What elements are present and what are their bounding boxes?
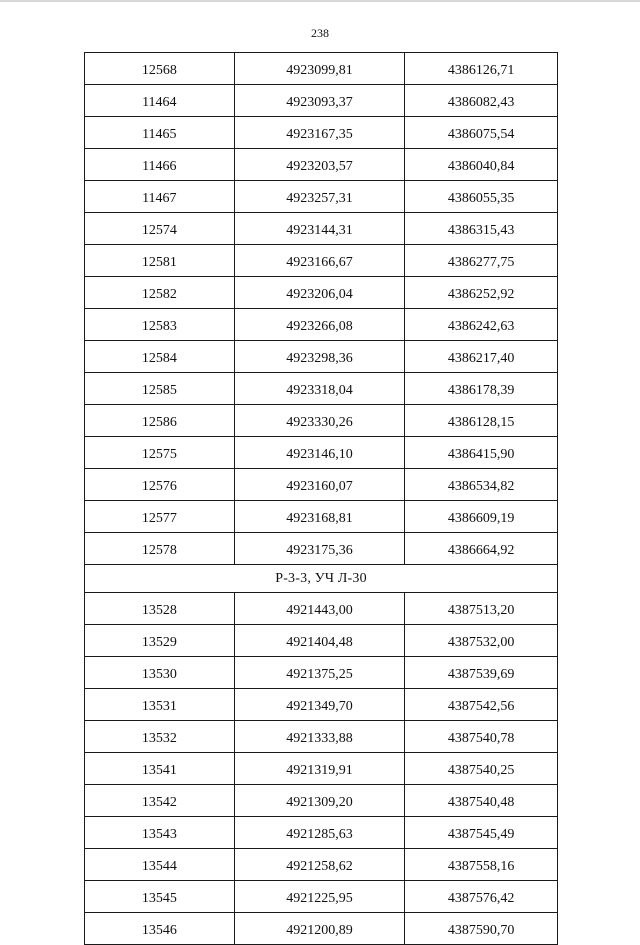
x-coordinate-cell: 4923093,37	[234, 85, 405, 117]
y-coordinate-cell: 4386055,35	[405, 181, 558, 213]
y-coordinate-cell: 4387590,70	[405, 913, 558, 945]
table-row	[85, 501, 558, 533]
point-number-cell: 13532	[85, 721, 235, 753]
table-row	[85, 817, 558, 849]
y-coordinate-cell: 4386415,90	[405, 437, 558, 469]
x-coordinate-cell: 4923206,04	[234, 277, 405, 309]
coordinates-table	[84, 52, 558, 945]
x-coordinate-cell: 4921349,70	[234, 689, 405, 721]
table-row	[85, 657, 558, 689]
y-coordinate-cell: 4387542,56	[405, 689, 558, 721]
table-row	[85, 309, 558, 341]
point-number-cell: 13543	[85, 817, 235, 849]
y-coordinate-cell: 4386315,43	[405, 213, 558, 245]
table-row	[85, 245, 558, 277]
y-coordinate-cell: 4386178,39	[405, 373, 558, 405]
table-row	[85, 753, 558, 785]
table-row	[85, 53, 558, 85]
x-coordinate-cell: 4921443,00	[234, 593, 405, 625]
table-row	[85, 149, 558, 181]
y-coordinate-cell: 4386664,92	[405, 533, 558, 565]
y-coordinate-cell: 4386277,75	[405, 245, 558, 277]
point-number-cell: 12585	[85, 373, 235, 405]
y-coordinate-cell: 4387540,25	[405, 753, 558, 785]
y-coordinate-cell: 4386252,92	[405, 277, 558, 309]
x-coordinate-cell: 4923330,26	[234, 405, 405, 437]
point-number-cell: 12575	[85, 437, 235, 469]
x-coordinate-cell: 4923099,81	[234, 53, 405, 85]
point-number-cell: 11467	[85, 181, 235, 213]
table-row	[85, 533, 558, 565]
point-number-cell: 12581	[85, 245, 235, 277]
point-number-cell: 12586	[85, 405, 235, 437]
x-coordinate-cell: 4923146,10	[234, 437, 405, 469]
y-coordinate-cell: 4386126,71	[405, 53, 558, 85]
y-coordinate-cell: 4386128,15	[405, 405, 558, 437]
table-row	[85, 593, 558, 625]
x-coordinate-cell: 4923166,67	[234, 245, 405, 277]
point-number-cell: 13531	[85, 689, 235, 721]
table-row	[85, 625, 558, 657]
point-number-cell: 13529	[85, 625, 235, 657]
point-number-cell: 12577	[85, 501, 235, 533]
coordinates-table-body	[85, 53, 558, 945]
table-row	[85, 181, 558, 213]
x-coordinate-cell: 4921404,48	[234, 625, 405, 657]
y-coordinate-cell: 4386040,84	[405, 149, 558, 181]
table-row	[85, 913, 558, 945]
x-coordinate-cell: 4923318,04	[234, 373, 405, 405]
point-number-cell: 13541	[85, 753, 235, 785]
table-row	[85, 277, 558, 309]
point-number-cell: 11465	[85, 117, 235, 149]
table-row	[85, 437, 558, 469]
y-coordinate-cell: 4387532,00	[405, 625, 558, 657]
point-number-cell: 12578	[85, 533, 235, 565]
point-number-cell: 11466	[85, 149, 235, 181]
point-number-cell: 12583	[85, 309, 235, 341]
point-number-cell: 12576	[85, 469, 235, 501]
point-number-cell: 13530	[85, 657, 235, 689]
y-coordinate-cell: 4386242,63	[405, 309, 558, 341]
x-coordinate-cell: 4923144,31	[234, 213, 405, 245]
y-coordinate-cell: 4386609,19	[405, 501, 558, 533]
table-row	[85, 341, 558, 373]
table-row	[85, 689, 558, 721]
x-coordinate-cell: 4923175,36	[234, 533, 405, 565]
y-coordinate-cell: 4387513,20	[405, 593, 558, 625]
table-row	[85, 785, 558, 817]
table-row	[85, 117, 558, 149]
x-coordinate-cell: 4921225,95	[234, 881, 405, 913]
x-coordinate-cell: 4923168,81	[234, 501, 405, 533]
y-coordinate-cell: 4386534,82	[405, 469, 558, 501]
table-row	[85, 881, 558, 913]
table-row	[85, 849, 558, 881]
x-coordinate-cell: 4923203,57	[234, 149, 405, 181]
point-number-cell: 11464	[85, 85, 235, 117]
table-row	[85, 213, 558, 245]
point-number-cell: 13544	[85, 849, 235, 881]
x-coordinate-cell: 4921200,89	[234, 913, 405, 945]
scan-top-edge	[0, 0, 640, 2]
x-coordinate-cell: 4921309,20	[234, 785, 405, 817]
y-coordinate-cell: 4386217,40	[405, 341, 558, 373]
y-coordinate-cell: 4387539,69	[405, 657, 558, 689]
y-coordinate-cell: 4387540,48	[405, 785, 558, 817]
point-number-cell: 13545	[85, 881, 235, 913]
point-number-cell: 12582	[85, 277, 235, 309]
table-row	[85, 373, 558, 405]
page-number: 238	[311, 26, 329, 40]
x-coordinate-cell: 4923160,07	[234, 469, 405, 501]
x-coordinate-cell: 4921258,62	[234, 849, 405, 881]
x-coordinate-cell: 4921319,91	[234, 753, 405, 785]
point-number-cell: 13546	[85, 913, 235, 945]
y-coordinate-cell: 4387545,49	[405, 817, 558, 849]
x-coordinate-cell: 4923266,08	[234, 309, 405, 341]
point-number-cell: 12568	[85, 53, 235, 85]
table-row	[85, 721, 558, 753]
x-coordinate-cell: 4923298,36	[234, 341, 405, 373]
x-coordinate-cell: 4921285,63	[234, 817, 405, 849]
y-coordinate-cell: 4387558,16	[405, 849, 558, 881]
section-row	[85, 565, 558, 593]
y-coordinate-cell: 4386082,43	[405, 85, 558, 117]
table-row	[85, 85, 558, 117]
point-number-cell: 13528	[85, 593, 235, 625]
table-row	[85, 469, 558, 501]
x-coordinate-cell: 4923167,35	[234, 117, 405, 149]
x-coordinate-cell: 4921333,88	[234, 721, 405, 753]
y-coordinate-cell: 4386075,54	[405, 117, 558, 149]
section-title: Р-3-3, УЧ Л-30	[85, 565, 558, 593]
point-number-cell: 12574	[85, 213, 235, 245]
x-coordinate-cell: 4921375,25	[234, 657, 405, 689]
y-coordinate-cell: 4387576,42	[405, 881, 558, 913]
y-coordinate-cell: 4387540,78	[405, 721, 558, 753]
point-number-cell: 13542	[85, 785, 235, 817]
x-coordinate-cell: 4923257,31	[234, 181, 405, 213]
table-row	[85, 405, 558, 437]
point-number-cell: 12584	[85, 341, 235, 373]
